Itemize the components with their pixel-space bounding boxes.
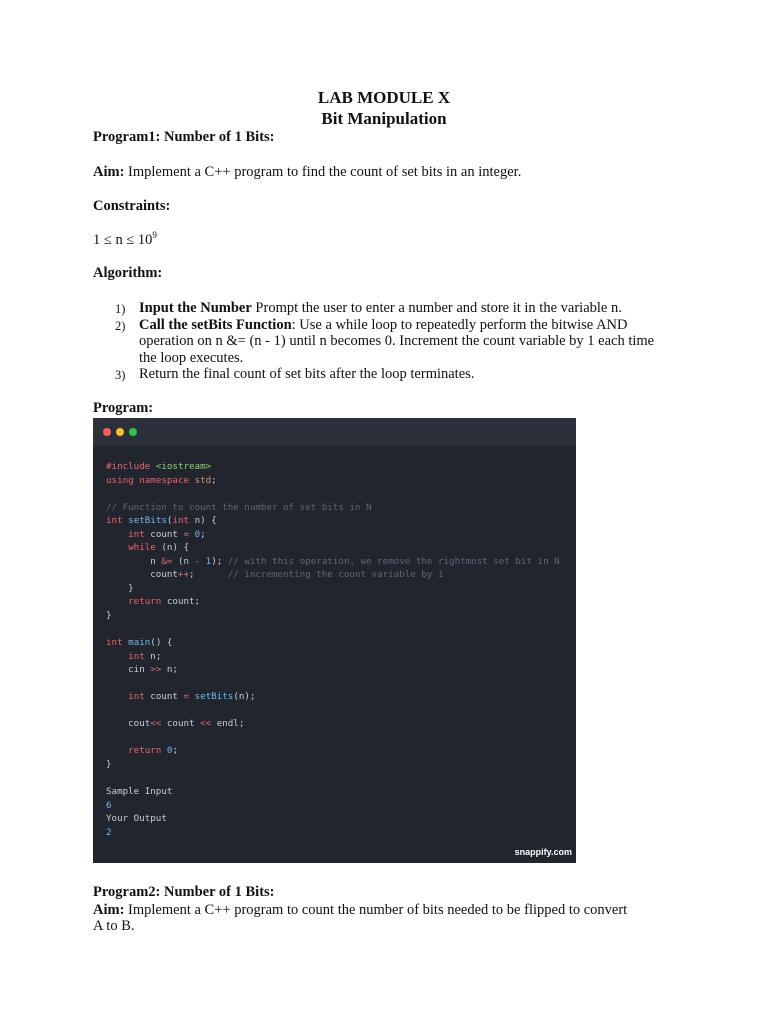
code-line: } (106, 582, 134, 594)
step-number: 1) (115, 302, 126, 316)
constraints-label: Constraints: (93, 198, 171, 214)
code-line: int main() { (106, 637, 173, 649)
code-line: return count; (128, 596, 201, 608)
algorithm-label: Algorithm: (93, 265, 163, 281)
module-subtitle: Bit Manipulation (321, 109, 447, 128)
code-line: n &= (n - 1); // with this operation, we remove the rightmost set bit in N (106, 555, 560, 567)
program-label: Program: (93, 400, 154, 416)
step-text: : Use a while loop to repeatedly perform the bitwise AND operation on n &= (n - 1) until n becomes 0. Increment the count variable by 1 each time the loop executes. (139, 316, 655, 366)
code-line: count++; // incrementing the count variable by 1 (106, 569, 444, 581)
step-number: 3) (115, 368, 126, 382)
step-title: Call the setBits Function (139, 316, 292, 333)
close-dot-icon (103, 428, 111, 436)
code-listing (106, 460, 560, 839)
aim-label: Aim: (93, 164, 125, 180)
maximize-dot-icon (129, 428, 137, 436)
program2-heading: Program2: Number of 1 Bits: (93, 884, 275, 900)
code-line: // Function to count the number of set bits in N (106, 501, 372, 513)
constraint-base: 1 ≤ n ≤ 10 (93, 232, 153, 248)
code-line: return 0; (128, 745, 178, 757)
window-titlebar (93, 418, 576, 446)
step-title: Input the Number (139, 300, 252, 316)
code-line: cout<< count << endl; (106, 718, 245, 730)
program1-aim (93, 164, 521, 181)
code-line: int count = setBits(n); (128, 691, 256, 703)
code-line: cin >> n; (106, 664, 178, 676)
module-title: LAB MODULE X (317, 88, 451, 107)
program2-aim (93, 902, 627, 919)
program2-aim-continued: A to B. (93, 918, 135, 934)
step-text: Prompt the user to enter a number and store it in the variable n. (251, 300, 622, 316)
aim-text: Implement a C++ program to count the number of bits needed to be flipped to convert (124, 902, 628, 918)
aim-label: Aim: (93, 902, 125, 918)
code-line: using namespace std; (106, 474, 217, 486)
code-line: #include <iostream> (106, 461, 212, 472)
algorithm-steps (115, 300, 675, 383)
algorithm-step (115, 300, 675, 317)
code-line: int count = 0; (128, 528, 206, 540)
code-line: int setBits(int n) { (106, 515, 217, 527)
code-line: 6 (106, 799, 112, 811)
constraint-exponent: 9 (152, 230, 157, 241)
constraint-text (93, 232, 157, 249)
algorithm-step (115, 366, 675, 383)
code-line: } (106, 759, 112, 771)
code-line: Your Output (106, 813, 167, 825)
code-screenshot (93, 418, 576, 863)
code-line: } (106, 610, 112, 622)
step-number: 2) (115, 318, 126, 333)
aim-text: Implement a C++ program to find the count of set bits in an integer. (124, 164, 522, 180)
snappify-watermark: snappify.com (514, 847, 572, 857)
minimize-dot-icon (116, 428, 124, 436)
code-line: 2 (106, 826, 112, 838)
algorithm-step (115, 317, 675, 367)
code-line: int n; (128, 650, 162, 662)
code-line: while (n) { (128, 542, 190, 554)
program1-heading: Program1: Number of 1 Bits: (93, 129, 275, 145)
step-text: Return the final count of set bits after the loop terminates. (139, 366, 475, 382)
code-line: Sample Input (106, 786, 173, 798)
